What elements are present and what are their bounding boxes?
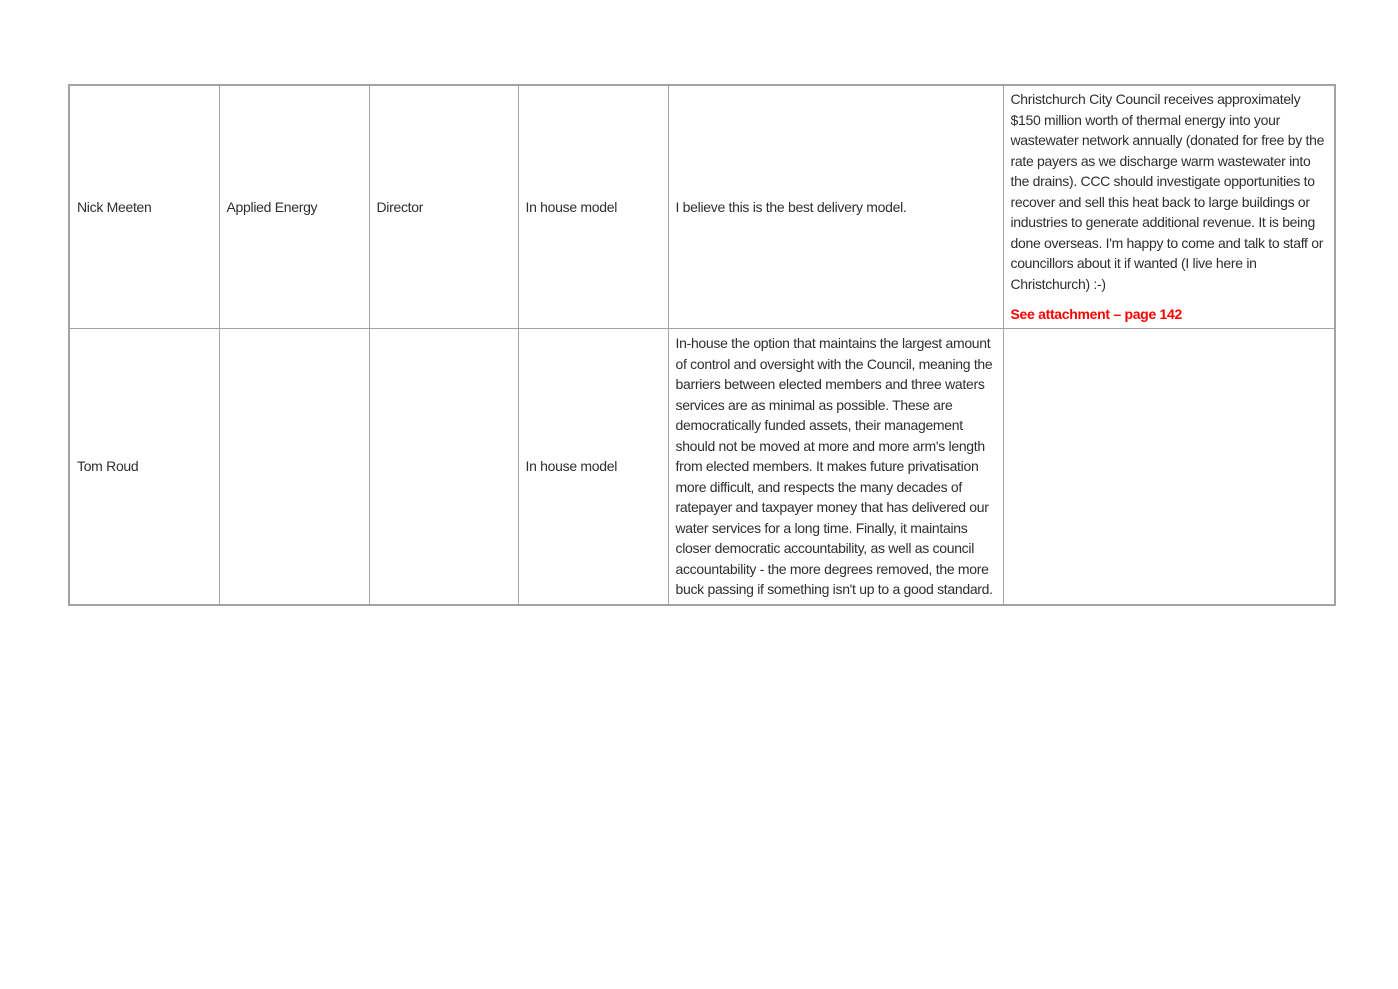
cell-preferred-model (518, 85, 668, 328)
cell-position (369, 85, 518, 328)
table-row (69, 85, 1335, 328)
attachment-reference: See attachment – page 142 (1010, 306, 1182, 322)
cell-other-comment (1003, 328, 1335, 605)
cell-organisation (219, 328, 369, 605)
submissions-table (68, 84, 1336, 606)
cell-submitter-name (69, 85, 219, 328)
comment-text: In-house the option that maintains the largest amount of control and oversight with the Council, meaning the barriers between elected members and three waters services are as minimal as possible. These are democratically funded assets, their management should not be moved at more and more arm's length from elected members. It makes future privatisation more difficult, and respects the many decades of ratepayer and taxpayer money that has delivered our water services for a long time. Finally, it maintains closer democratic accountability, as well as council accountability - the more degrees removed, the more buck passing if something isn't up to a good standard. (675, 335, 993, 597)
cell-organisation (219, 85, 369, 328)
comment-text: I believe this is the best delivery model. (675, 198, 907, 215)
other-comment-text: Christchurch City Council receives approximately $150 million worth of thermal energy into your wastewater network annually (donated for free by the rate payers as we discharge warm wastewater into the drains). CCC should investigate opportunities to recover and sell this heat back to large buildings or industries to generate additional revenue. It is being done overseas. I'm happy to come and talk to staff or councillors about it if wanted (I live here in Christchurch) :-) (1010, 91, 1325, 292)
submitter-name: Nick Meeten (77, 198, 152, 215)
cell-position (369, 328, 518, 605)
cell-comment (668, 328, 1003, 605)
position: Director (376, 198, 424, 215)
preferred-model: In house model (525, 198, 618, 215)
cell-preferred-model (518, 328, 668, 605)
preferred-model: In house model (525, 458, 618, 474)
cell-submitter-name (69, 328, 219, 605)
submitter-name: Tom Roud (77, 458, 139, 474)
table-row (69, 328, 1335, 605)
cell-comment (668, 85, 1003, 328)
cell-other-comment (1003, 85, 1335, 328)
organisation: Applied Energy (226, 198, 318, 215)
